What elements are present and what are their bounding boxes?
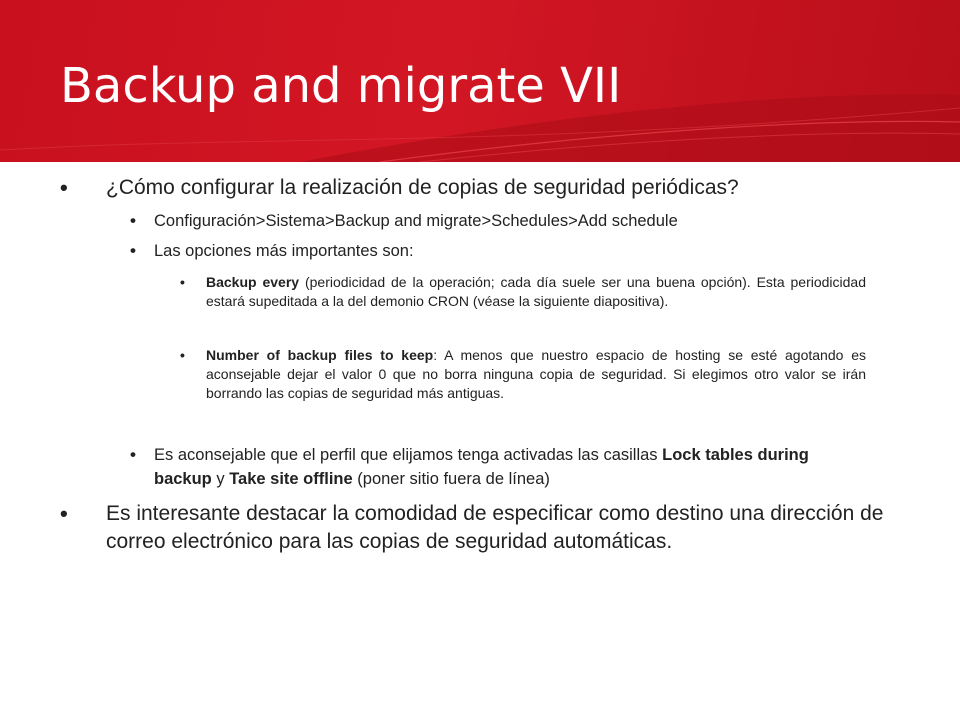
bullet-dot: • xyxy=(60,175,68,200)
bullet-text: Es interesante destacar la comodidad de especificar como destino una dirección de correo electrónico para las copias de seguridad automáticas. xyxy=(106,502,884,553)
slide-title: Backup and migrate VII xyxy=(60,58,622,114)
bullet-dot: • xyxy=(180,347,185,363)
bullet-item xyxy=(130,443,844,491)
text-part: y xyxy=(211,470,230,488)
bullet-text: Configuración>Sistema>Backup and migrate>Schedules>Add schedule xyxy=(154,212,678,230)
text-part: Es aconsejable que el perfil que elijamos tenga activadas las casillas xyxy=(154,446,663,464)
text-part: (poner sitio fuera de línea) xyxy=(352,470,550,488)
bullet-text-rest: : A menos que nuestro espacio de hosting se esté agotando es aconsejable dejar el valor 0 que no borra ninguna copia de seguridad. Si elegimos otro valor se irán borrando las copias de seguridad más antiguas. xyxy=(206,347,866,401)
bullet-text xyxy=(206,273,866,311)
bullet-item xyxy=(130,209,934,233)
bullet-dot: • xyxy=(60,501,68,526)
bullet-item xyxy=(60,500,906,556)
bullet-item xyxy=(180,346,866,403)
bullet-item xyxy=(130,239,934,263)
bullet-text: Las opciones más importantes son: xyxy=(154,242,414,260)
bold-term: Number of backup files to keep xyxy=(206,347,434,363)
bullet-dot: • xyxy=(130,241,136,260)
bullet-text: ¿Cómo configurar la realización de copias de seguridad periódicas? xyxy=(106,176,739,199)
bullet-text xyxy=(206,346,866,403)
bold-term: Take site offline xyxy=(229,470,353,488)
bold-term: Lock tables during backup xyxy=(154,446,809,488)
bullet-item xyxy=(60,174,936,202)
bold-term: Backup every xyxy=(206,274,300,290)
bullet-text xyxy=(154,443,844,491)
bullet-text-rest: (periodicidad de la operación; cada día suele ser una buena opción). Esta periodicidad estará supeditada a la del demonio CRON (véase la siguiente diapositiva). xyxy=(206,274,866,309)
bullet-dot: • xyxy=(130,445,136,464)
bullet-dot: • xyxy=(180,274,185,290)
bullet-dot: • xyxy=(130,211,136,230)
bullet-item xyxy=(180,273,866,311)
title-banner xyxy=(0,0,960,162)
